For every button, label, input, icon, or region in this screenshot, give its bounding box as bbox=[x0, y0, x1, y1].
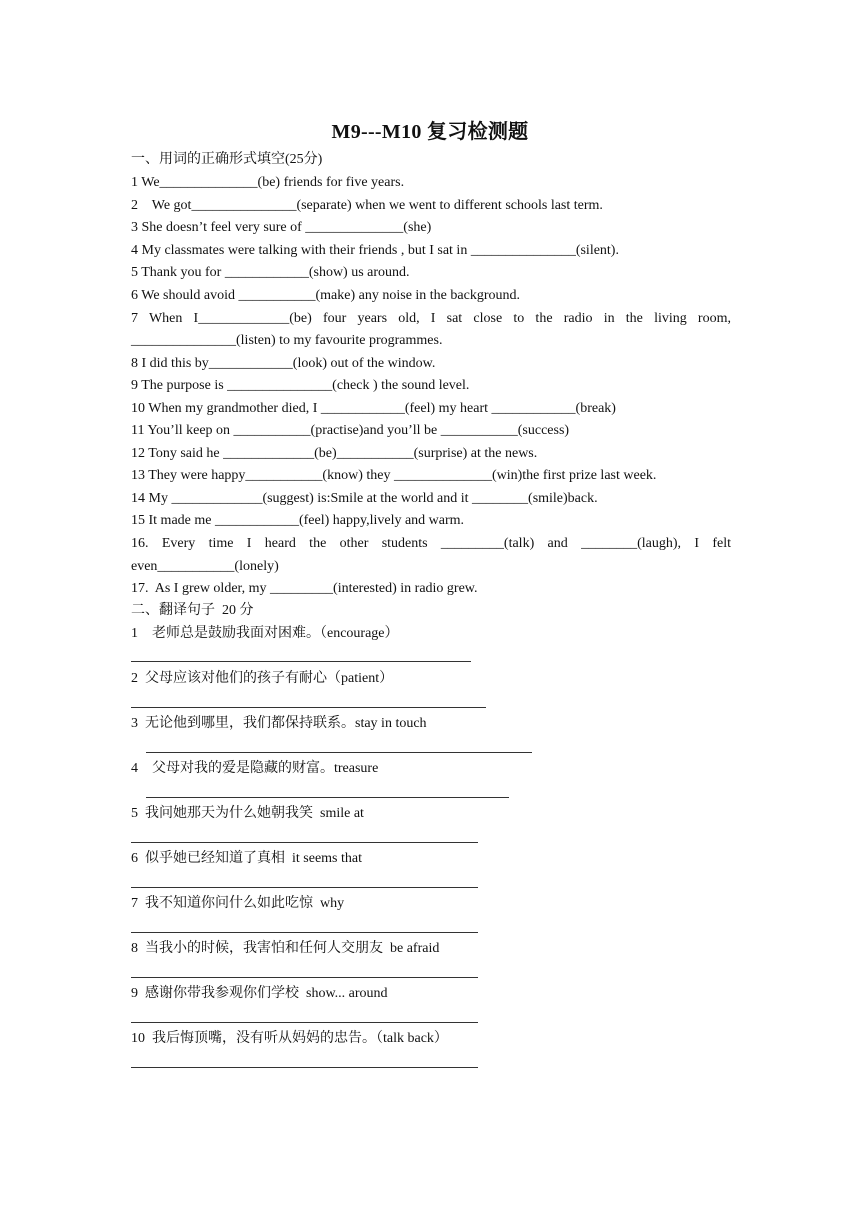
question-4: 4 My classmates were talking with their friends , but I sat in _______________(silent). bbox=[131, 243, 619, 258]
answer-line-5 bbox=[131, 842, 478, 843]
translation-8: 8 当我小的时候，我害怕和任何人交朋友 be afraid bbox=[131, 941, 440, 956]
translation-6: 6 似乎她已经知道了真相 it seems that bbox=[131, 851, 362, 866]
question-11: 11 You’ll keep on ___________(practise)and you’ll be ___________(success) bbox=[131, 423, 570, 438]
question-13: 13 They were happy___________(know) they ______________(win)the first prize last week. bbox=[131, 468, 657, 483]
question-7-line-1: 7 When I_____________(be) four years old, I sat close to the radio in the living room, bbox=[131, 311, 731, 326]
section-2-heading: 二、翻译句子 20 分 bbox=[131, 603, 254, 618]
answer-line-3 bbox=[146, 752, 532, 753]
answer-line-4 bbox=[146, 797, 509, 798]
question-14: 14 My _____________(suggest) is:Smile at the world and it ________(smile)back. bbox=[131, 491, 598, 506]
answer-line-1 bbox=[131, 661, 471, 662]
question-1: 1 We______________(be) friends for five years. bbox=[131, 175, 405, 190]
translation-4: 4 父母对我的爱是隐藏的财富。treasure bbox=[131, 761, 379, 776]
question-2: 2 We got_______________(separate) when we went to different schools last term. bbox=[131, 198, 603, 213]
question-3: 3 She doesn’t feel very sure of ______________(she) bbox=[131, 220, 432, 235]
answer-line-7 bbox=[131, 932, 478, 933]
question-16-line-2: even___________(lonely) bbox=[131, 559, 279, 574]
answer-line-6 bbox=[131, 887, 478, 888]
question-10: 10 When my grandmother died, I ____________(feel) my heart ____________(break) bbox=[131, 401, 616, 416]
question-15: 15 It made me ____________(feel) happy,lively and warm. bbox=[131, 513, 465, 528]
question-7-line-2: _______________(listen) to my favourite programmes. bbox=[131, 333, 443, 348]
question-8: 8 I did this by____________(look) out of the window. bbox=[131, 356, 436, 371]
translation-10: 10 我后悔顶嘴，没有听从妈妈的忠告。（talk back） bbox=[131, 1031, 448, 1046]
question-5: 5 Thank you for ____________(show) us around. bbox=[131, 265, 410, 280]
answer-line-10 bbox=[131, 1067, 478, 1068]
translation-1: 1 老师总是鼓励我面对困难。（encourage） bbox=[131, 626, 399, 641]
answer-line-9 bbox=[131, 1022, 478, 1023]
translation-7: 7 我不知道你问什么如此吃惊 why bbox=[131, 896, 345, 911]
question-12: 12 Tony said he _____________(be)___________(surprise) at the news. bbox=[131, 446, 538, 461]
question-6: 6 We should avoid ___________(make) any noise in the background. bbox=[131, 288, 520, 303]
translation-3: 3 无论他到哪里，我们都保持联系。stay in touch bbox=[131, 716, 427, 731]
question-17: 17. As I grew older, my _________(interested) in radio grew. bbox=[131, 581, 478, 596]
translation-2: 2 父母应该对他们的孩子有耐心（patient） bbox=[131, 671, 394, 686]
answer-line-2 bbox=[131, 707, 486, 708]
question-16-line-1: 16. Every time I heard the other students _________(talk) and ________(laugh), I felt bbox=[131, 536, 731, 551]
translation-9: 9 感谢你带我参观你们学校 show... around bbox=[131, 986, 388, 1001]
section-1-heading: 一、用词的正确形式填空(25分) bbox=[131, 152, 323, 167]
page-title: M9---M10 复习检测题 bbox=[331, 121, 529, 143]
answer-line-8 bbox=[131, 977, 478, 978]
translation-5: 5 我问她那天为什么她朝我笑 smile at bbox=[131, 806, 364, 821]
question-9: 9 The purpose is _______________(check ) the sound level. bbox=[131, 378, 470, 393]
